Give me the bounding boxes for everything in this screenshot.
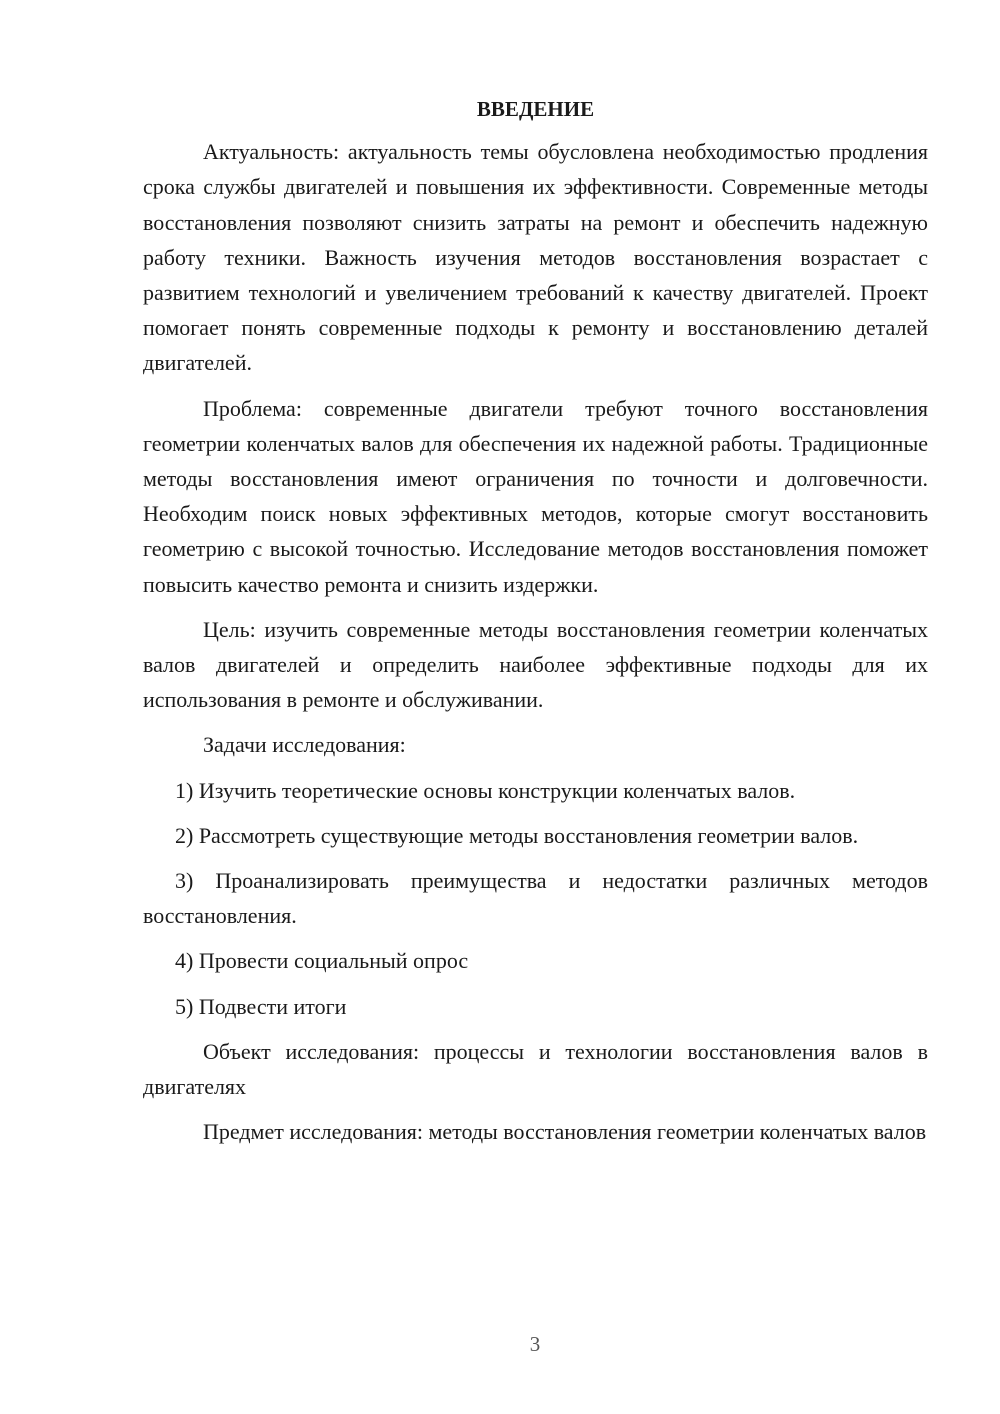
paragraph-problem: Проблема: современные двигатели требуют точного восстановления геометрии коленчатых валов для обеспечения их надежной работы. Традиционные методы восстановления имеют ограничения по точности и долговечности. Необходим поиск новых эффективных методов, которые смогут восстановить геометрию с высокой точностью. Исследование методов восстановления поможет повысить качество ремонта и снизить издержки. — [143, 395, 928, 597]
paragraph-goal: Цель: изучить современные методы восстановления геометрии коленчатых валов двигателей и определить наиболее эффективные подходы для их использования в ремонте и обслуживании. — [143, 616, 928, 713]
paragraph-relevance: Актуальность: актуальность темы обусловлена необходимостью продления срока службы двигателей и повышения их эффективности. Современные методы восстановления позволяют снизить затраты на ремонт и обеспечить надежную работу техники. Важность изучения методов восстановления возрастает с развитием технологий и увеличением требований к качеству двигателей. Проект помогает понять современные подходы к ремонту и восстановлению деталей двигателей. — [143, 139, 928, 376]
task-item-3: 3) Проанализировать преимущества и недостатки различных методов восстановления. — [143, 868, 928, 929]
task-item-4: 4) Провести социальный опрос — [175, 948, 469, 974]
paragraph-subject: Предмет исследования: методы восстановления геометрии коленчатых валов — [203, 1119, 927, 1145]
paragraph-object: Объект исследования: процессы и технологии восстановления валов в двигателях — [143, 1038, 928, 1100]
paragraph-tasks-heading: Задачи исследования: — [203, 732, 406, 758]
document-page — [143, 92, 928, 1159]
task-item-5: 5) Подвести итоги — [175, 993, 347, 1019]
task-item-1: 1) Изучить теоретические основы конструкции коленчатых валов. — [175, 777, 796, 803]
page-number: 3 — [529, 1332, 541, 1356]
task-item-2: 2) Рассмотреть существующие методы восстановления геометрии валов. — [175, 822, 859, 848]
page-title: ВВЕДЕНИЕ — [476, 97, 595, 121]
